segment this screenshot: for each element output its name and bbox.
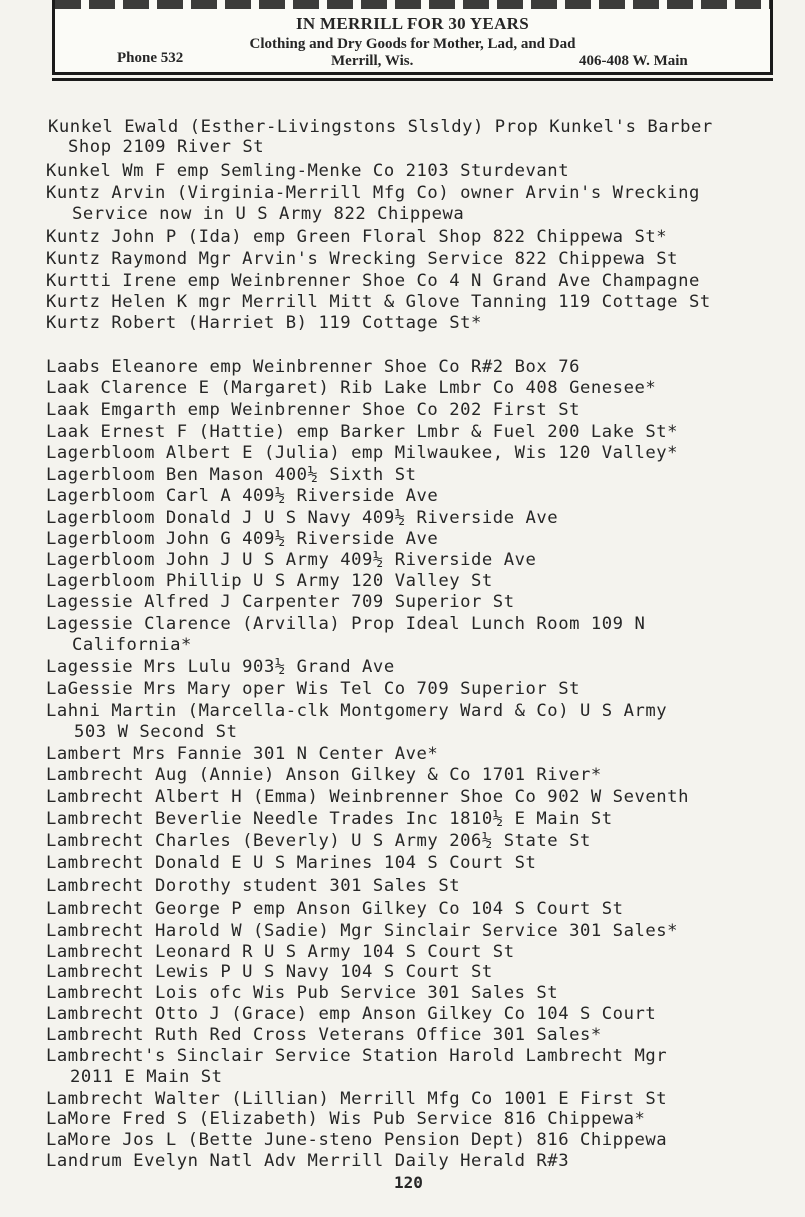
directory-entry-line: Lambrecht Ruth Red Cross Veterans Office 301 Sales* [46, 1025, 602, 1045]
directory-entry-line: Lambrecht Dorothy student 301 Sales St [46, 876, 461, 896]
directory-entry-continuation: 2011 E Main St [70, 1067, 223, 1087]
directory-entry-continuation: Shop 2109 River St [68, 137, 265, 157]
directory-entry-line: Kurtz Helen K mgr Merrill Mitt & Glove Tanning 119 Cottage St [46, 292, 711, 312]
directory-entry-line: Landrum Evelyn Natl Adv Merrill Daily Herald R#3 [46, 1151, 570, 1171]
directory-entry-line: Lambert Mrs Fannie 301 N Center Ave* [46, 744, 439, 764]
directory-entry-line: Lagerbloom John G 409½ Riverside Ave [46, 529, 439, 549]
directory-entry-line: Laabs Eleanore emp Weinbrenner Shoe Co R#2 Box 76 [46, 357, 580, 377]
directory-entry-line: Lambrecht Walter (Lillian) Merrill Mfg Co 1001 E First St [46, 1089, 668, 1109]
ad-tagline: IN MERRILL FOR 30 YEARS [296, 14, 529, 33]
directory-entry-line: Kunkel Ewald (Esther-Livingstons Slsldy) Prop Kunkel's Barber [48, 117, 713, 137]
directory-entry-continuation: Service now in U S Army 822 Chippewa [72, 204, 465, 224]
directory-entry-line: Lambrecht George P emp Anson Gilkey Co 104 S Court St [46, 899, 624, 919]
directory-entry-line: Lambrecht Harold W (Sadie) Mgr Sinclair Service 301 Sales* [46, 921, 679, 941]
directory-entry-line: Laak Clarence E (Margaret) Rib Lake Lmbr Co 408 Genesee* [46, 378, 657, 398]
ad-address: 406-408 W. Main [579, 53, 688, 69]
directory-entry-line: Laak Ernest F (Hattie) emp Barker Lmbr & Fuel 200 Lake St* [46, 422, 679, 442]
directory-entry-line: Kunkel Wm F emp Semling-Menke Co 2103 Sturdevant [46, 161, 570, 181]
directory-entry-line: Lambrecht's Sinclair Service Station Harold Lambrecht Mgr [46, 1046, 668, 1066]
directory-entry-line: Lagerbloom Donald J U S Navy 409½ Riverside Ave [46, 508, 559, 528]
directory-entry-line: Lagerbloom Ben Mason 400½ Sixth St [46, 465, 417, 485]
directory-entry-line: Lambrecht Charles (Beverly) U S Army 206½ State St [46, 831, 591, 851]
directory-entry-line: Lambrecht Lois ofc Wis Pub Service 301 Sales St [46, 983, 559, 1003]
directory-entry-line: Lagessie Mrs Lulu 903½ Grand Ave [46, 657, 395, 677]
directory-entry-line: Lambrecht Albert H (Emma) Weinbrenner Shoe Co 902 W Seventh [46, 787, 689, 807]
directory-entry-line: Kuntz Arvin (Virginia-Merrill Mfg Co) owner Arvin's Wrecking [46, 183, 700, 203]
directory-entry-line: Lagerbloom Phillip U S Army 120 Valley St [46, 571, 493, 591]
directory-entry-line: Lambrecht Otto J (Grace) emp Anson Gilkey Co 104 S Court [46, 1004, 657, 1024]
directory-entry-line: LaGessie Mrs Mary oper Wis Tel Co 709 Superior St [46, 679, 580, 699]
directory-entry-line: Lambrecht Lewis P U S Navy 104 S Court St [46, 962, 493, 982]
ad-city: Merrill, Wis. [331, 53, 414, 69]
directory-entry-line: Lagessie Alfred J Carpenter 709 Superior St [46, 592, 515, 612]
directory-entry-continuation: 503 W Second St [74, 722, 238, 742]
directory-entry-line: Lagerbloom Carl A 409½ Riverside Ave [46, 486, 439, 506]
directory-entry-line: LaMore Fred S (Elizabeth) Wis Pub Service 816 Chippewa* [46, 1109, 646, 1129]
directory-entry-line: Lambrecht Donald E U S Marines 104 S Court St [46, 853, 537, 873]
directory-entry-line: Lagessie Clarence (Arvilla) Prop Ideal Lunch Room 109 N [46, 614, 646, 634]
directory-entry-line: Lambrecht Aug (Annie) Anson Gilkey & Co 1701 River* [46, 765, 602, 785]
directory-entry-line: Lambrecht Beverlie Needle Trades Inc 1810½ E Main St [46, 809, 613, 829]
directory-entry-line: Lahni Martin (Marcella-clk Montgomery Ward & Co) U S Army [46, 701, 668, 721]
directory-entry-line: Kurtz Robert (Harriet B) 119 Cottage St* [46, 313, 482, 333]
directory-entry-line: Laak Emgarth emp Weinbrenner Shoe Co 202 First St [46, 400, 580, 420]
ad-description: Clothing and Dry Goods for Mother, Lad, and Dad [249, 36, 576, 52]
directory-entry-line: Lagerbloom John J U S Army 409½ Riverside Ave [46, 550, 537, 570]
directory-entry-continuation: California* [72, 635, 192, 655]
directory-entry-line: Kuntz Raymond Mgr Arvin's Wrecking Service 822 Chippewa St [46, 249, 679, 269]
directory-entry-line: LaMore Jos L (Bette June-steno Pension Dept) 816 Chippewa [46, 1130, 668, 1150]
page-number: 120 [394, 1173, 423, 1192]
ad-phone: Phone 532 [117, 50, 184, 66]
directory-entry-line: Lagerbloom Albert E (Julia) emp Milwaukee, Wis 120 Valley* [46, 443, 679, 463]
directory-entry-line: Kurtti Irene emp Weinbrenner Shoe Co 4 N Grand Ave Champagne [46, 271, 700, 291]
directory-entry-line: Lambrecht Leonard R U S Army 104 S Court St [46, 942, 515, 962]
directory-entry-line: Kuntz John P (Ida) emp Green Floral Shop 822 Chippewa St* [46, 227, 668, 247]
